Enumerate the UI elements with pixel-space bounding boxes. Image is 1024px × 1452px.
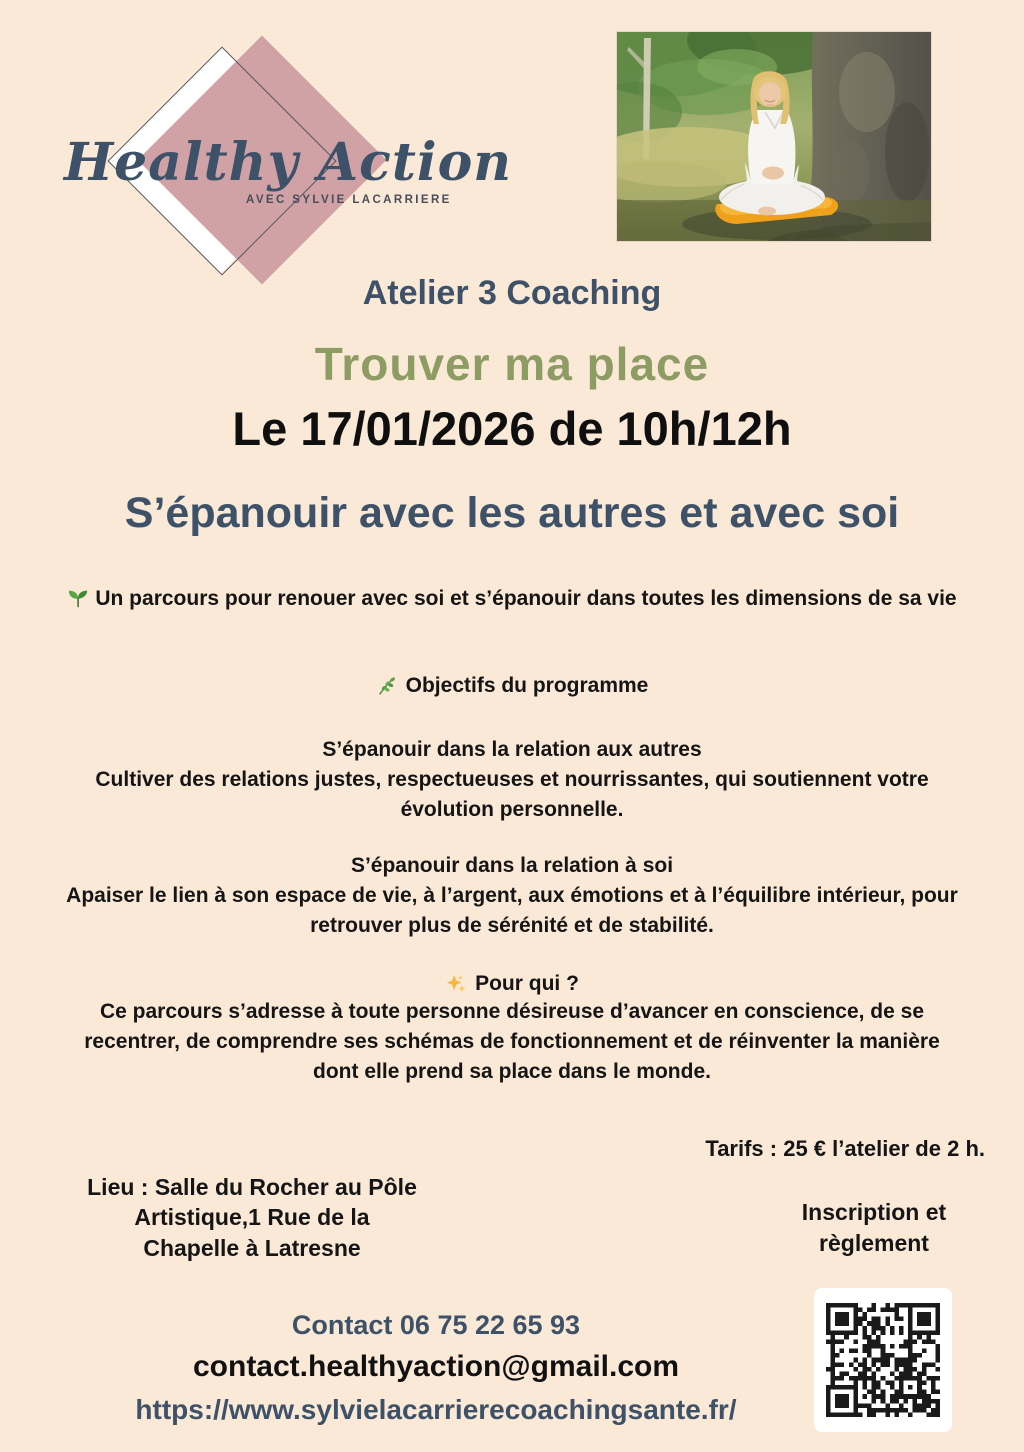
intro-paragraph <box>62 584 962 614</box>
event-datetime: Le 17/01/2026 de 10h/12h <box>232 402 792 455</box>
objective-1-title: S’épanouir dans la relation aux autres <box>322 738 702 761</box>
brand-name: Healthy Action <box>64 132 513 193</box>
meditation-photo <box>617 32 931 241</box>
audience-heading <box>62 969 962 999</box>
brand-tagline: AVEC SYLVIE LACARRIERE <box>246 194 452 206</box>
objective-section-1 <box>62 735 962 825</box>
lieu-line-1: Lieu : Salle du Rocher au Pôle <box>87 1174 417 1200</box>
workshop-label: Atelier 3 Coaching <box>362 274 662 312</box>
page-title: Trouver ma place <box>314 338 710 390</box>
brand-logo <box>40 20 513 310</box>
sparkles-icon <box>445 973 467 995</box>
objectives-heading <box>62 671 962 701</box>
contact-email: contact.healthyaction@gmail.com <box>192 1350 680 1383</box>
intro-text: Un parcours pour renouer avec soi et s’épanouir dans toutes les dimensions de sa vie <box>95 587 957 610</box>
objective-2-body: Apaiser le lien à son espace de vie, à l’argent, aux émotions et à l’équilibre intérieur, pour retrouver plus de sérénité et de stabilité. <box>66 884 958 938</box>
lieu-text <box>58 1172 446 1263</box>
contact-phone: Contact 06 75 22 65 93 <box>291 1310 581 1340</box>
seedling-icon <box>67 587 89 609</box>
lieu-line-2: Artistique,1 Rue de la <box>134 1204 370 1231</box>
objective-2-title: S’épanouir dans la relation à soi <box>350 854 674 877</box>
meditation-photo-art <box>617 32 931 241</box>
inscription-label: Inscription et règlement <box>801 1199 947 1257</box>
herb-icon <box>376 675 398 697</box>
event-subtitle: S’épanouir avec les autres et avec soi <box>124 489 900 537</box>
audience-heading-text: Pour qui ? <box>475 972 579 995</box>
objective-1-body: Cultiver des relations justes, respectueuses et nourrissantes, qui soutiennent votre évolution personnelle. <box>95 768 929 822</box>
objectives-heading-text: Objectifs du programme <box>405 674 649 697</box>
qr-code-pattern <box>826 1303 940 1417</box>
qr-code <box>814 1288 952 1432</box>
lieu-line-3: Chapelle à Latresne <box>143 1234 361 1261</box>
objective-section-2 <box>62 851 962 941</box>
audience-body: Ce parcours s’adresse à toute personne désireuse d’avancer en conscience, de se recentrer, de comprendre ses schémas de fonctionnement et de réinventer la manière dont elle prend sa place dans le monde. <box>84 1000 940 1084</box>
contact-website: https://www.sylvielacarrierecoachingsante.fr/ <box>135 1394 737 1425</box>
tarifs-text: Tarifs : 25 € l’atelier de 2 h. <box>705 1136 985 1161</box>
